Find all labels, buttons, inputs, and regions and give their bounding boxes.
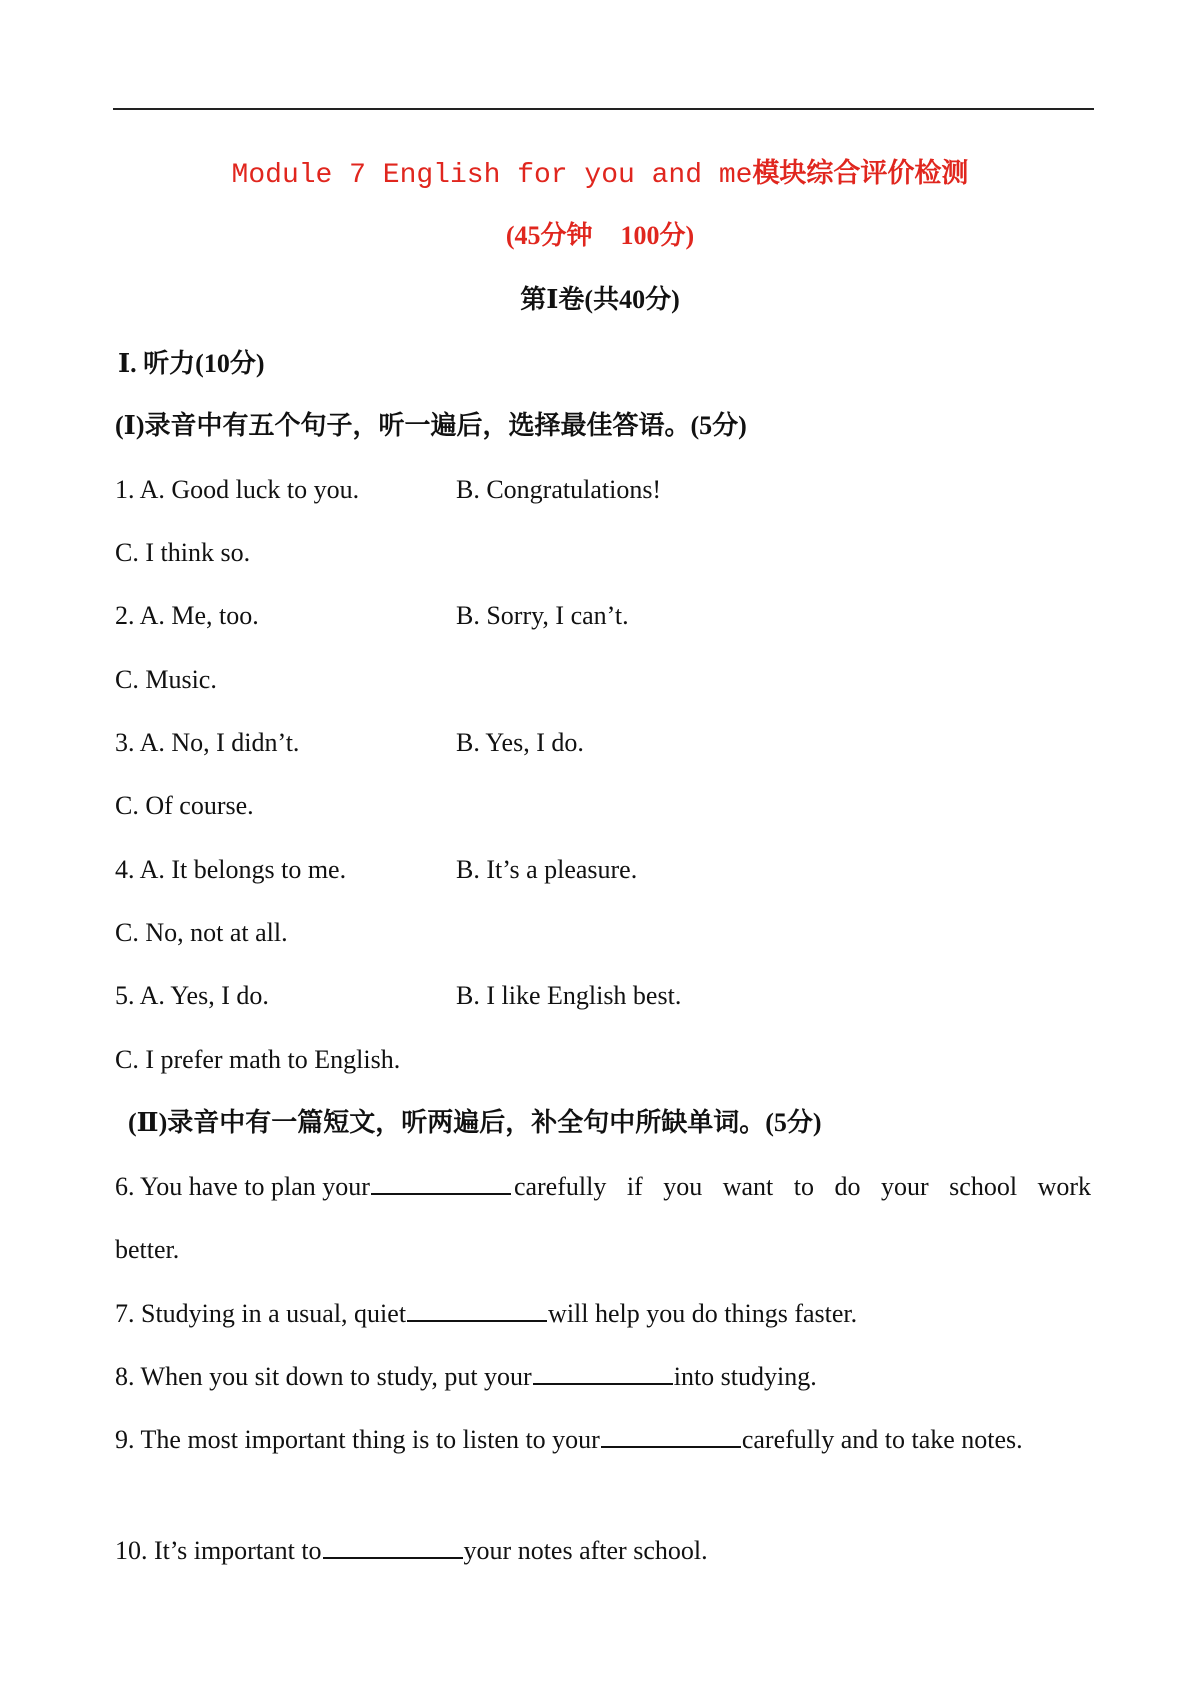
paper-section-heading: 第Ⅰ卷(共40分)	[520, 285, 680, 314]
question-2-option-c: C. Music.	[115, 665, 217, 694]
word: to	[793, 1172, 814, 1201]
word: you	[663, 1172, 703, 1201]
fill-item-6-continued: better.	[115, 1235, 180, 1264]
question-4-option-c: C. No, not at all.	[115, 918, 288, 947]
question-1-option-a: 1. A. Good luck to you.	[115, 475, 360, 504]
word: carefully	[513, 1172, 607, 1201]
question-1-option-b: B. Congratulations!	[456, 475, 662, 504]
fill-item-10-before: 10. It’s important to	[115, 1536, 322, 1565]
section-heading-listening: Ⅰ. 听力(10分)	[118, 349, 265, 378]
question-3-option-c: C. Of course.	[115, 791, 254, 820]
fill-item-7-before: 7. Studying in a usual, quiet	[115, 1299, 407, 1328]
part1-instruction: (Ⅰ)录音中有五个句子，听一遍后，选择最佳答语。(5分)	[115, 411, 747, 440]
answer-blank[interactable]	[533, 1357, 673, 1385]
question-5-option-a: 5. A. Yes, I do.	[115, 981, 269, 1010]
question-2-option-b: B. Sorry, I can’t.	[456, 601, 629, 630]
document-title	[0, 152, 1200, 198]
word: do	[834, 1172, 861, 1201]
question-5-option-c: C. I prefer math to English.	[115, 1045, 401, 1074]
fill-item-9	[115, 1420, 1023, 1460]
answer-blank[interactable]	[601, 1420, 741, 1448]
question-4-option-a: 4. A. It belongs to me.	[115, 855, 347, 884]
fill-item-8-before: 8. When you sit down to study, put your	[115, 1362, 532, 1391]
fill-item-9-before: 9. The most important thing is to listen to your	[115, 1425, 600, 1454]
question-3-option-a: 3. A. No, I didn’t.	[115, 728, 300, 757]
time-limit: (45分钟	[505, 221, 593, 250]
fill-item-9-after: carefully and to take notes.	[741, 1425, 1023, 1454]
fill-item-8	[115, 1357, 817, 1397]
word: want	[722, 1172, 774, 1201]
word: your	[881, 1172, 929, 1201]
fill-item-8-after: into studying.	[673, 1362, 817, 1391]
total-score: 100分)	[620, 221, 695, 250]
fill-item-10-after: your notes after school.	[463, 1536, 708, 1565]
fill-item-6	[115, 1167, 1091, 1207]
word: work	[1037, 1172, 1091, 1201]
title-english: Module 7 English for you and me	[231, 160, 753, 191]
question-5-option-b: B. I like English best.	[456, 981, 682, 1010]
time-and-score	[0, 216, 1200, 256]
question-3-option-b: B. Yes, I do.	[456, 728, 584, 757]
header-rule	[113, 108, 1094, 110]
fill-item-7-after: will help you do things faster.	[548, 1299, 858, 1328]
title-chinese: 模块综合评价检测	[752, 158, 969, 189]
part2-instruction: (Ⅱ)录音中有一篇短文，听两遍后，补全句中所缺单词。(5分)	[128, 1108, 822, 1137]
answer-blank[interactable]	[323, 1531, 463, 1559]
fill-item-10	[115, 1531, 708, 1571]
answer-blank[interactable]	[371, 1167, 511, 1195]
question-4-option-b: B. It’s a pleasure.	[456, 855, 638, 884]
word: school	[949, 1172, 1018, 1201]
fill-item-6-before: 6. You have to plan your	[115, 1172, 370, 1201]
question-1-option-c: C. I think so.	[115, 538, 251, 567]
fill-item-6-after	[514, 1167, 1091, 1207]
fill-item-7	[115, 1294, 857, 1334]
answer-blank[interactable]	[407, 1294, 547, 1322]
word: if	[626, 1172, 643, 1201]
question-2-option-a: 2. A. Me, too.	[115, 601, 259, 630]
